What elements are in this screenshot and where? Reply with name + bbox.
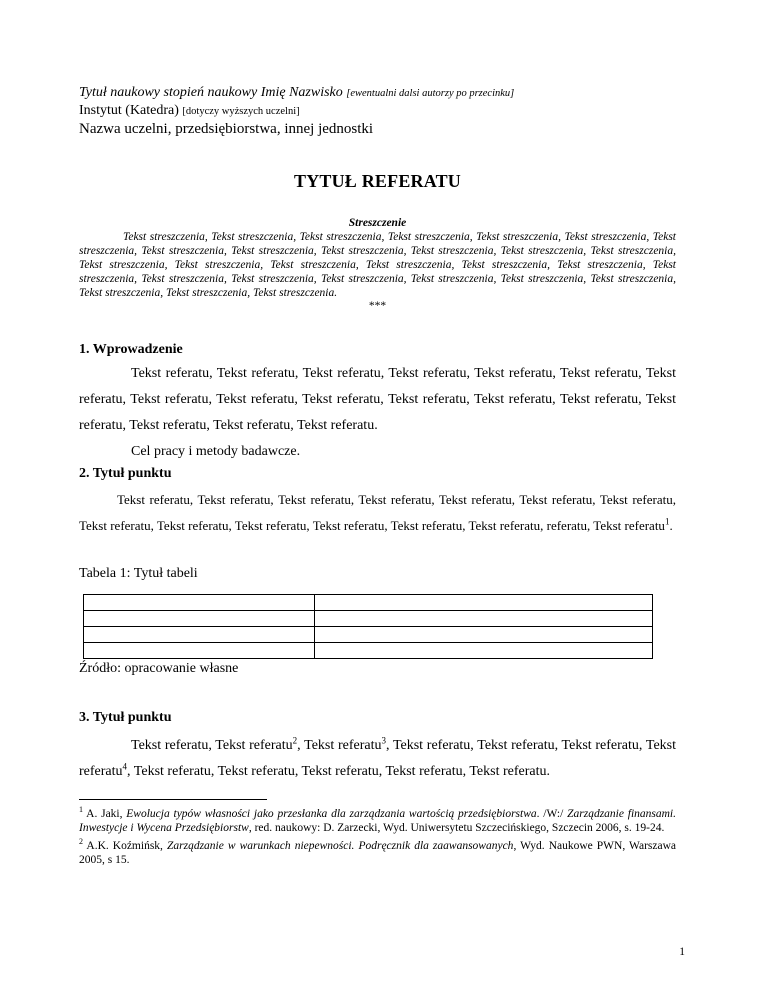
institute-note: [dotyczy wyższych uczelni]	[182, 106, 300, 117]
section-3-paragraph	[79, 733, 676, 785]
page-content	[79, 84, 676, 867]
institute-line	[79, 102, 676, 120]
data-table	[83, 594, 653, 659]
section-2-heading: 2. Tytuł punktu	[79, 466, 172, 481]
footnote-1-details: , red. naukowy: D. Zarzecki, Wyd. Uniwersytetu Szczecińskiego, Szczecin 2006, s. 19-24.	[248, 821, 665, 834]
author-name: Tytuł naukowy stopień naukowy Imię Nazwisko	[79, 85, 343, 100]
footnote-ref-3[interactable]: 3	[381, 735, 386, 746]
footnote-rule	[79, 799, 267, 800]
table-row	[84, 627, 653, 643]
author-line	[79, 84, 676, 102]
table-row	[84, 643, 653, 659]
footnote-1-author: A. Jaki,	[83, 807, 127, 820]
institute-name: Instytut (Katedra)	[79, 103, 179, 118]
table-cell	[315, 611, 653, 627]
table-cell	[84, 643, 315, 659]
section-1-goal: Cel pracy i metody badawcze.	[131, 444, 301, 459]
page-number: 1	[679, 946, 685, 958]
table-cell	[315, 643, 653, 659]
footnote-ref-4[interactable]: 4	[122, 761, 128, 772]
section-3-heading: 3. Tytuł punktu	[79, 710, 172, 725]
table-row	[84, 611, 653, 627]
table-source: Źródło: opracowanie własne	[79, 661, 239, 676]
table-caption: Tabela 1: Tytuł tabeli	[79, 566, 198, 581]
table-cell	[84, 627, 315, 643]
table-cell	[84, 595, 315, 611]
footnote-ref-1[interactable]: 1	[664, 516, 670, 527]
abstract-separator: ***	[368, 300, 387, 312]
footnote-2-author: A.K. Koźmińsk,	[83, 839, 167, 852]
table-row	[84, 595, 653, 611]
organization-line: Nazwa uczelni, przedsiębiorstwa, innej jednostki	[79, 121, 374, 137]
section-3-text-1: Tekst referatu, Tekst referatu	[131, 738, 293, 753]
table-cell	[315, 627, 653, 643]
footnote-1-book: Zarządzanie finansami. Inwestycje i Wycena Przedsiębiorstw	[79, 807, 676, 834]
paper-title: TYTUŁ REFERATU	[294, 171, 461, 191]
section-1-paragraph: Tekst referatu, Tekst referatu, Tekst referatu, Tekst referatu, Tekst referatu, Tekst referatu, Tekst referatu, Tekst referatu, Tekst referatu, Tekst referatu, Tekst referatu, Tekst referatu, Tekst referatu, Tekst referatu, Tekst referatu, Tekst referatu, Tekst referatu.	[79, 366, 676, 433]
section-3-text-4: , Tekst referatu, Tekst referatu, Tekst referatu, Tekst referatu, Tekst referatu.	[127, 764, 550, 779]
footnote-2	[79, 835, 676, 867]
footnote-1-title: Ewolucja typów własności jako przesłanka dla zarządzania wartością przedsiębiorstwa	[126, 807, 537, 820]
footnote-2-details: , Wyd. Naukowe PWN, Warszawa 2005, s 15.	[79, 839, 676, 866]
footnote-2-number: 2	[79, 836, 83, 846]
section-1-heading: 1. Wprowadzenie	[79, 342, 183, 357]
footnote-1	[79, 803, 676, 835]
section-3-text-2: , Tekst referatu	[297, 738, 382, 753]
footnote-2-title: Zarządzanie w warunkach niepewności. Podręcznik dla zaawansowanych	[166, 839, 514, 852]
abstract-heading: Streszczenie	[348, 217, 407, 229]
author-note: [ewentualni dalsi autorzy po przecinku]	[346, 88, 515, 99]
footnote-ref-2[interactable]: 2	[292, 735, 298, 746]
footnote-1-number: 1	[79, 805, 83, 814]
section-3-text-3: , Tekst referatu, Tekst referatu, Tekst referatu, Tekst referatu	[79, 738, 676, 779]
section-2-paragraph	[79, 487, 676, 539]
table-cell	[84, 611, 315, 627]
footnote-1-in: . /W:/	[536, 807, 568, 820]
section-2-end: .	[669, 518, 673, 533]
abstract-text: Tekst streszczenia, Tekst streszczenia, Tekst streszczenia, Tekst streszczenia, Tekst streszczenia, Tekst streszczenia, Tekst streszczenia, Tekst streszczenia, Tekst streszczenia, Tekst streszczenia, Tekst streszczenia, Tekst streszczenia, Tekst streszczenia, Tekst streszczenia, Tekst streszczenia, Tekst streszczenia, Tekst streszczenia, Tekst streszczenia, Tekst streszczenia, Tekst streszczenia, Tekst streszczenia, Tekst streszczenia, Tekst streszczenia, Tekst streszczenia, Tekst streszczenia, Tekst streszczenia, Tekst streszczenia, Tekst streszczenia, Tekst streszczenia.	[79, 231, 676, 299]
table-cell	[315, 595, 653, 611]
section-2-text: Tekst referatu, Tekst referatu, Tekst referatu, Tekst referatu, Tekst referatu, Tekst referatu, Tekst referatu, Tekst referatu, Tekst referatu, Tekst referatu, Tekst referatu, Tekst referatu, Tekst referatu, referatu, Tekst referatu	[79, 492, 676, 533]
